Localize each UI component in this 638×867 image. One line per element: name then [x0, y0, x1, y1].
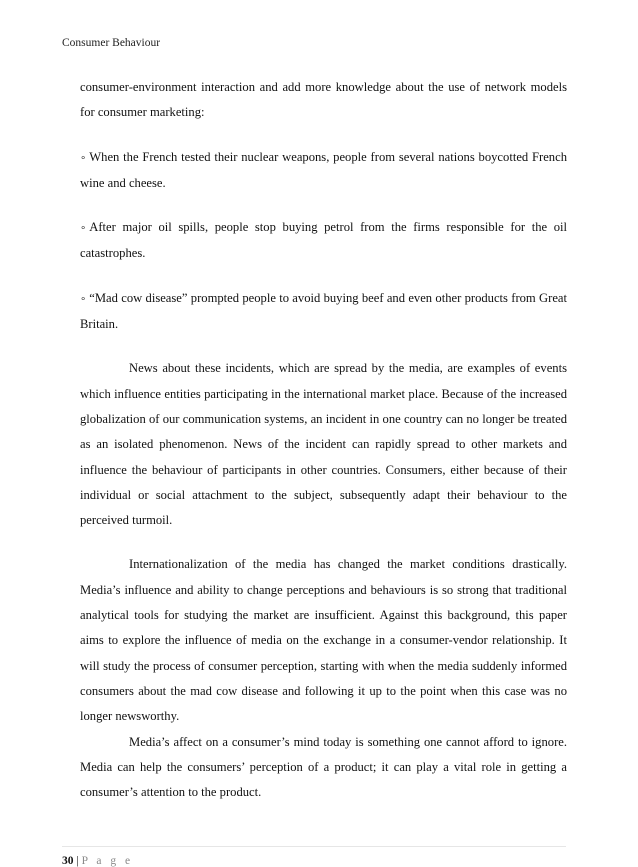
- bullet-text: “Mad cow disease” prompted people to avoid buying beef and even other products from Great Britain.: [80, 290, 567, 332]
- bullet-item: [80, 145, 567, 197]
- bullet-icon: ∘: [80, 293, 87, 305]
- paragraph-intro: consumer-environment interaction and add more knowledge about the use of network models for consumer marketing:: [80, 80, 567, 120]
- paragraph-media-affect: Media’s affect on a consumer’s mind today is something one cannot afford to ignore. Media can help the consumers’ perception of a product; it can play a vital role in getting a consumer’s attention to the product.: [80, 734, 567, 800]
- footer-separator: |: [76, 855, 79, 867]
- running-header: Consumer Behaviour: [62, 37, 161, 49]
- footer-rule: [62, 846, 566, 847]
- page-footer: [62, 855, 133, 867]
- bullet-text: After major oil spills, people stop buying petrol from the firms responsible for the oil catastrophes.: [80, 220, 567, 261]
- bullet-item: [80, 286, 567, 338]
- page-body: [80, 75, 567, 805]
- bullet-icon: ∘: [80, 223, 87, 235]
- paragraph-news: News about these incidents, which are spread by the media, are examples of events which influence entities participating in the international market place. Because of the increased globalization of our communication systems, an incident in one country can no longer be treated as an isolated phenomenon. News of the incident can rapidly spread to other markets and influence the behaviour of participants in other countries. Consumers, either because of their individual or social attachment to the subject, subsequently adapt their behaviour to the perceived turmoil.: [80, 361, 567, 528]
- paragraph-internationalization: Internationalization of the media has changed the market conditions drastically. Media’s influence and ability to change perceptions and behaviours is so strong that traditional analytical tools for studying the market are insufficient. Against this background, this paper aims to explore the influence of media on the exchange in a consumer-vendor relationship. It will study the process of consumer perception, starting with when the media suddenly informed consumers about the mad cow disease and following it up to the point when this case was no longer newsworthy.: [80, 557, 567, 724]
- bullet-text: When the French tested their nuclear weapons, people from several nations boycotted French wine and cheese.: [80, 149, 567, 190]
- page-number: 30: [62, 855, 74, 867]
- page-word: P a g e: [81, 855, 134, 867]
- bullet-icon: ∘: [80, 152, 87, 164]
- bullet-item: [80, 215, 567, 267]
